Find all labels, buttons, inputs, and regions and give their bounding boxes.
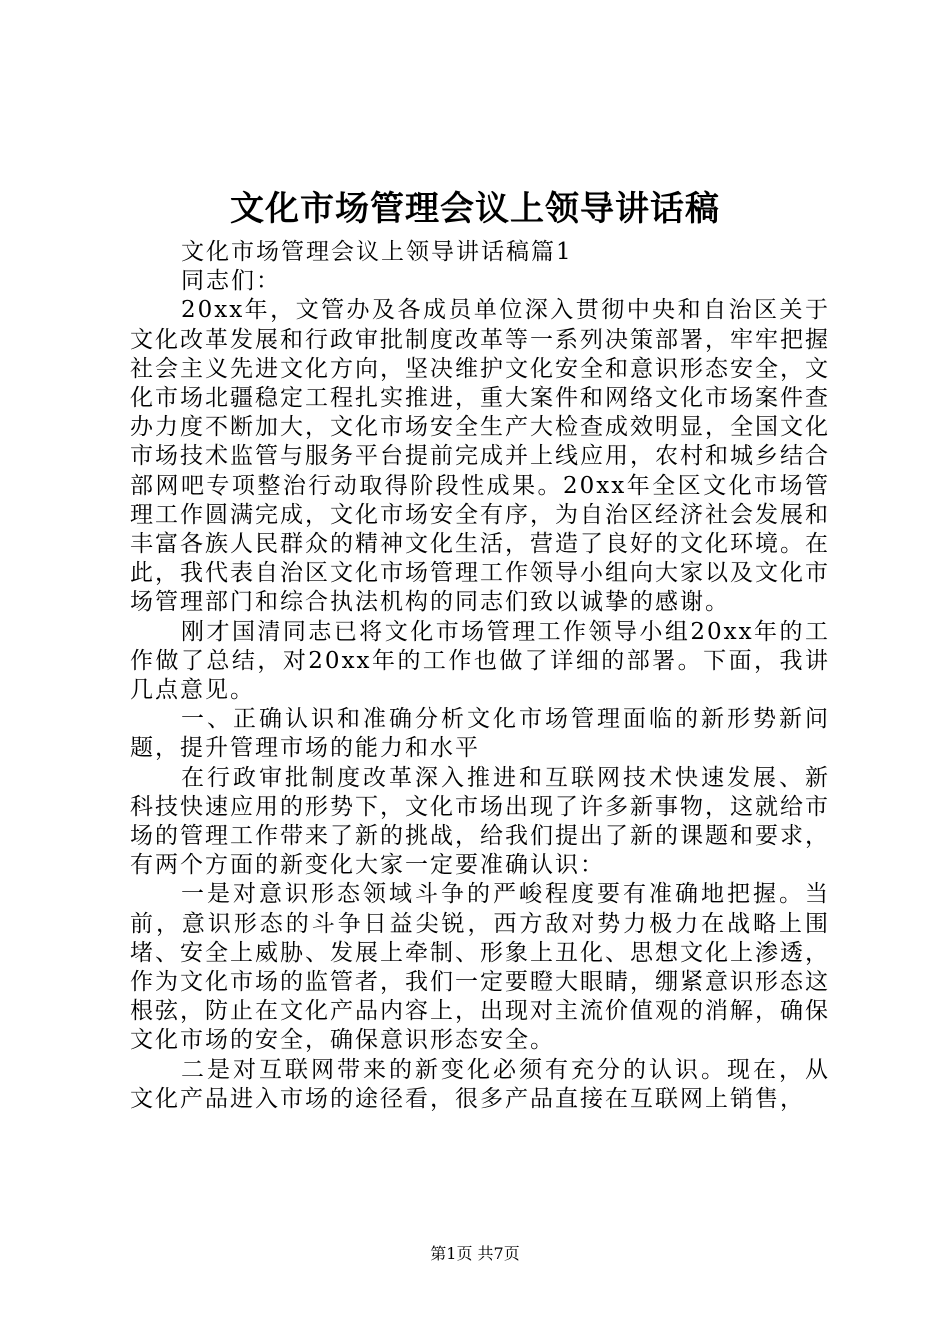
section-heading: 一、正确认识和准确分析文化市场管理面临的新形势新问题，提升管理市场的能力和水平	[130, 706, 830, 762]
body-paragraph: 在行政审批制度改革深入推进和互联网技术快速发展、新科技快速应用的形势下，文化市场出现了许多新事物，这就给市场的管理工作带来了新的挑战，给我们提出了新的课题和要求，有两个方面的新变化大家一定要准确认识：	[130, 764, 830, 879]
body-paragraph: 一是对意识形态领域斗争的严峻程度要有准确地把握。当前，意识形态的斗争日益尖锐，西方敌对势力极力在战略上围堵、安全上威胁、发展上牵制、形象上丑化、思想文化上渗透，作为文化市场的监管者，我们一定要瞪大眼睛，绷紧意识形态这根弦，防止在文化产品内容上，出现对主流价值观的消解，确保文化市场的安全，确保意识形态安全。	[130, 881, 830, 1054]
salutation-paragraph: 同志们：	[181, 268, 281, 295]
document-title: 文化市场管理会议上领导讲话稿	[230, 189, 720, 229]
subtitle-paragraph: 文化市场管理会议上领导讲话稿篇1	[181, 239, 573, 265]
body-paragraph: 20xx年，文管办及各成员单位深入贯彻中央和自治区关于文化改革发展和行政审批制度改革等一系列决策部署，牢牢把握社会主义先进文化方向，坚决维护文化安全和意识形态安全，文化市场北疆稳定工程扎实推进，重大案件和网络文化市场案件查办力度不断加大，文化市场安全生产大检查成效明显，全国文化市场技术监管与服务平台提前完成并上线应用，农村和城乡结合部网吧专项整治行动取得阶段性成果。20xx年全区文化市场管理工作圆满完成，文化市场安全有序，为自治区经济社会发展和丰富各族人民群众的精神文化生活，营造了良好的文化环境。在此，我代表自治区文化市场管理工作领导小组向大家以及文化市场管理部门和综合执法机构的同志们致以诚挚的感谢。	[130, 297, 830, 616]
body-paragraph: 刚才国清同志已将文化市场管理工作领导小组20xx年的工作做了总结，对20xx年的工作也做了详细的部署。下面，我讲几点意见。	[130, 618, 830, 704]
page-footer: 第1页 共7页	[430, 1244, 520, 1263]
body-paragraph: 二是对互联网带来的新变化必须有充分的认识。现在，从文化产品进入市场的途径看，很多产品直接在互联网上销售，	[130, 1056, 830, 1112]
document-body	[130, 238, 830, 1114]
